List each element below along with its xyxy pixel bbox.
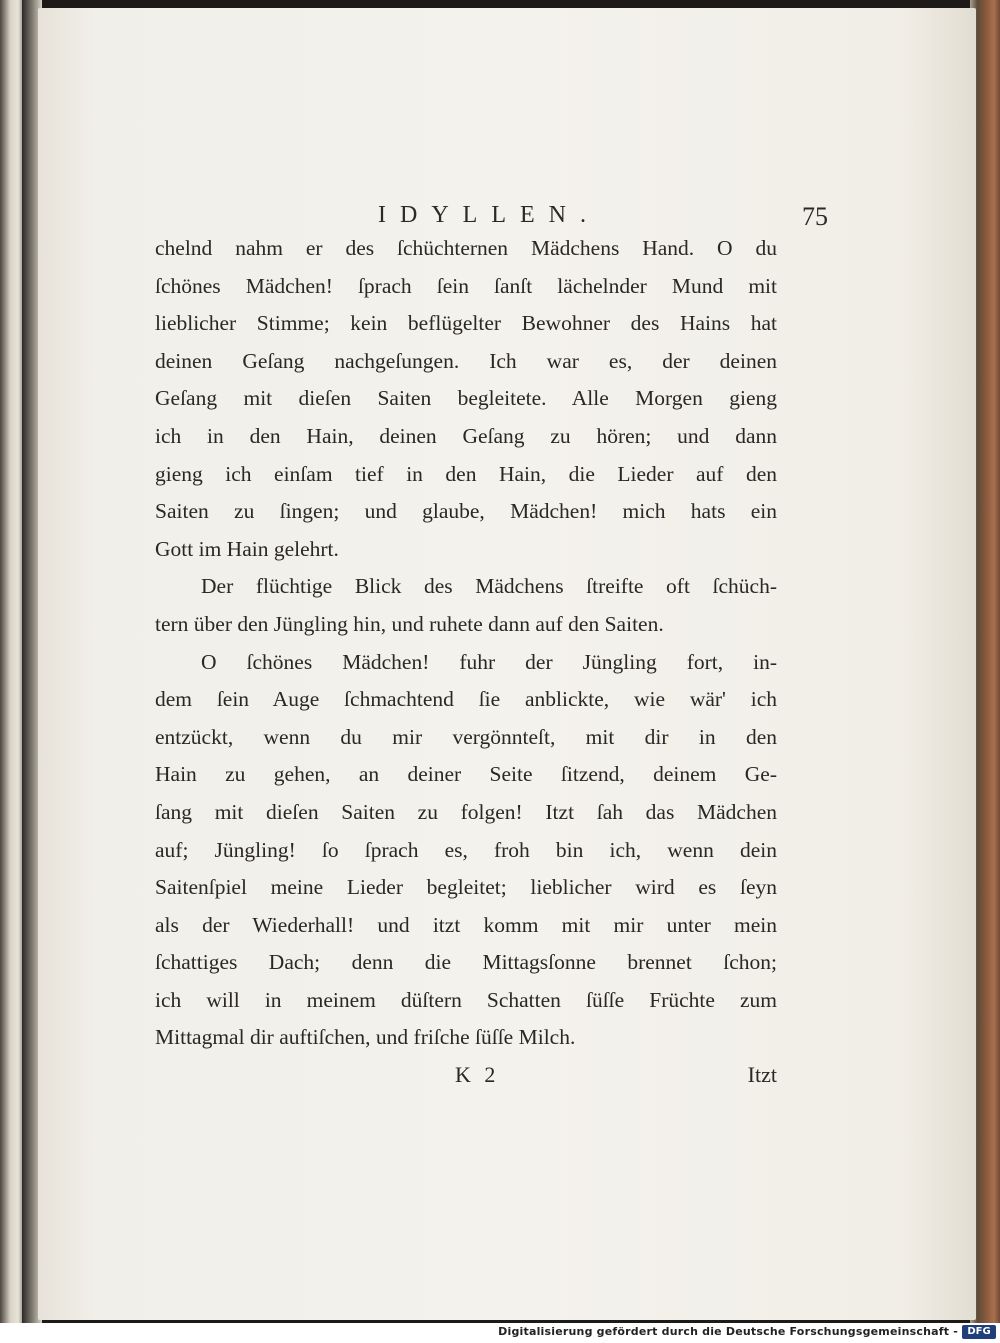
text-line: als der Wiederhall! und itzt komm mit mir unter mein (155, 912, 777, 937)
text-line: ſchattiges Dach; denn die Mittagsſonne brennet ſchon; (155, 950, 777, 975)
text-line: ich in den Hain, deinen Geſang zu hören; und dann (155, 423, 777, 448)
text-line: deinen Geſang nachgeſungen. Ich war es, der deinen (155, 348, 777, 373)
text-line: dem ſein Auge ſchmachtend ſie anblickte, wie wär' ich (155, 687, 777, 712)
paragraph-start-line: O ſchönes Mädchen! fuhr der Jüngling fort, in- (201, 649, 777, 674)
text-line: lieblicher Stimme; kein beflügelter Bewohner des Hains hat (155, 311, 777, 336)
text-line: Saitenſpiel meine Lieder begleitet; lieblicher wird es ſeyn (155, 875, 777, 900)
text-line: auf; Jüngling! ſo ſprach es, froh bin ich, wenn dein (155, 837, 777, 862)
text-line: Mittagmal dir auftiſchen, und friſche ſüſſe Milch. (155, 1025, 576, 1050)
paragraph-start-line: Der flüchtige Blick des Mädchens ſtreifte oft ſchüch- (201, 574, 777, 599)
page-footer (155, 1062, 777, 1098)
text-line: gieng ich einſam tief in den Hain, die Lieder auf den (155, 461, 777, 486)
text-line: ſang mit dieſen Saiten zu folgen! Itzt ſah das Mädchen (155, 799, 777, 824)
text-line: ſchönes Mädchen! ſprach ſein ſanſt lächelnder Mund mit (155, 273, 777, 298)
text-line: Hain zu gehen, an deiner Seite ſitzend, deinem Ge- (155, 762, 777, 787)
page-number: 75 (802, 202, 828, 231)
text-line: chelnd nahm er des ſchüchternen Mädchens Hand. O du (155, 236, 777, 260)
text-line: Geſang mit dieſen Saiten begleitete. Alle Morgen gieng (155, 386, 777, 411)
text-line: Gott im Hain gelehrt. (155, 536, 339, 561)
text-line: tern über den Jüngling hin, und ruhete dann auf den Saiten. (155, 611, 664, 636)
signature-mark: K 2 (455, 1062, 500, 1087)
credit-bar (0, 1323, 1000, 1343)
catchword: Itzt (747, 1062, 777, 1087)
running-title: IDYLLEN. (378, 202, 600, 228)
credit-text: Digitalisierung gefördert durch die Deutsche Forschungsgemeinschaft - (498, 1325, 958, 1338)
text-line: Saiten zu ſingen; und glaube, Mädchen! mich hats ein (155, 499, 777, 524)
text-line: ich will in meinem düſtern Schatten ſüſſe Früchte zum (155, 987, 777, 1012)
body-text (155, 230, 777, 1057)
dfg-logo-icon: DFG (962, 1325, 996, 1339)
text-line: entzückt, wenn du mir vergönnteſt, mit dir in den (155, 724, 777, 749)
